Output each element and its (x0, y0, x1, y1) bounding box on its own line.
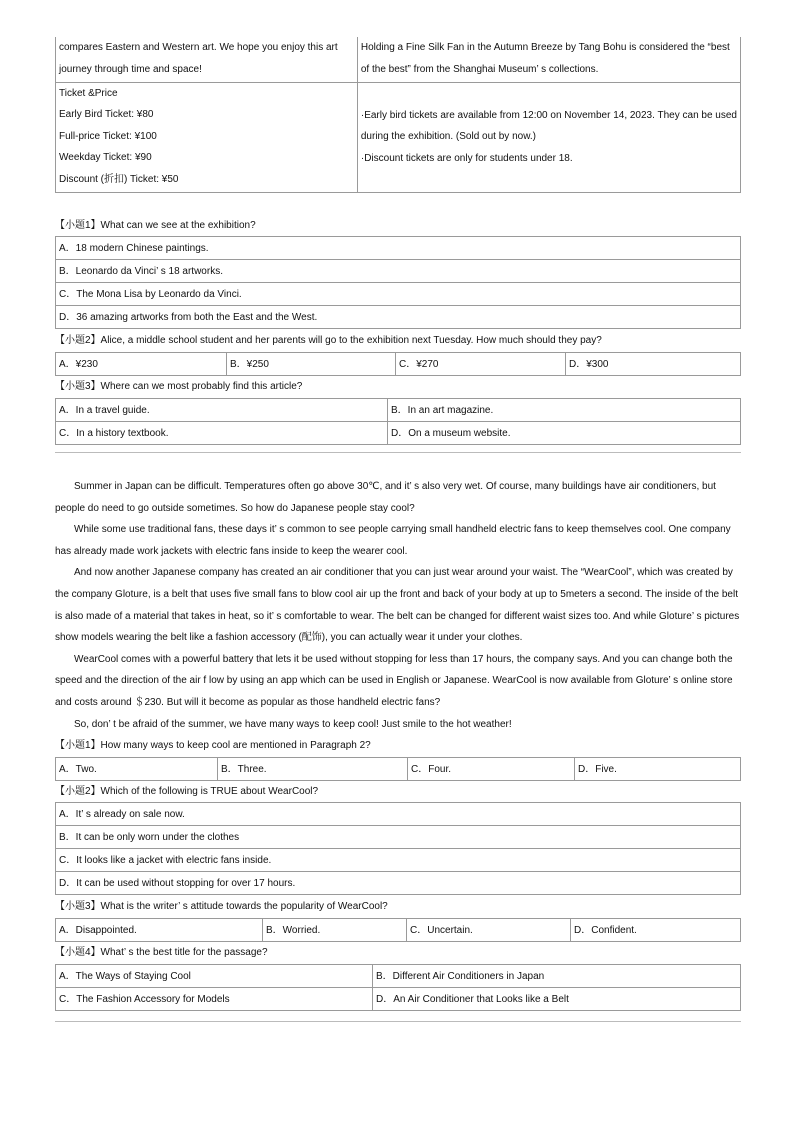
option-c[interactable]: C．Four. (408, 758, 575, 781)
option-c[interactable]: C．The Fashion Accessory for Models (56, 988, 373, 1011)
question-options (55, 757, 741, 781)
intro-right-line: Holding a Fine Silk Fan in the Autumn Breeze by Tang Bohu is considered the “best (360, 42, 730, 53)
option-d[interactable]: D．Five. (575, 758, 741, 781)
passage-paragraph: Summer in Japan can be difficult. Temperatures often go above 30℃, and it’ s also very wet. Of course, many buildings have air conditioners, but people do need to go outside sometimes. So how do Japanese people stay cool? (55, 481, 716, 514)
option-d[interactable]: D．It can be used without stopping for over 17 hours. (56, 872, 741, 895)
ticket-price-cell (56, 82, 358, 192)
intro-left-line: journey through time and space! (59, 63, 202, 75)
question-stem: 【小题4】What’ s the best title for the passage? (55, 947, 268, 958)
ticket-note-line: during the exhibition. (Sold out by now.) (360, 131, 536, 143)
passage-paragraph: WearCool comes with a powerful battery that lets it be used without stopping for less than 17 hours, the company says. And you can change both the speed and the direction of the air f low by using an app which can be used in English or Japanese. WearCool is now available from Gloture’ s online store and costs around ＄230. But will it become as popular as those handheld electric fans? (55, 653, 733, 708)
option-a[interactable]: A．Disappointed. (56, 919, 263, 942)
option-b[interactable]: B．Different Air Conditioners in Japan (373, 965, 741, 988)
option-d[interactable]: D．Confident. (571, 919, 741, 942)
question-options (55, 352, 741, 376)
question-stem: 【小题3】Where can we most probably find this article? (55, 381, 303, 392)
question-stem: 【小题1】How many ways to keep cool are mentioned in Paragraph 2? (55, 740, 371, 751)
question-stem: 【小题3】What is the writer’ s attitude towards the popularity of WearCool? (55, 901, 388, 912)
option-b[interactable]: B．It can be only worn under the clothes (56, 826, 741, 849)
question-stem: 【小题2】Alice, a middle school student and her parents will go to the exhibition next Tuesday. How much should they pay? (55, 335, 602, 346)
exhibition-info-table (55, 37, 741, 193)
section-divider (55, 1021, 741, 1022)
reading-passage (55, 476, 741, 735)
question-options (55, 236, 741, 329)
intro-left-cell (56, 37, 358, 82)
option-a[interactable]: A．The Ways of Staying Cool (56, 965, 373, 988)
option-b[interactable]: B．In an art magazine. (388, 399, 741, 422)
ticket-price-heading: Ticket &Price (59, 87, 118, 99)
option-d[interactable]: D．An Air Conditioner that Looks like a Belt (373, 988, 741, 1011)
passage-paragraph: While some use traditional fans, these days it’ s common to see people carrying small handheld electric fans to keep themselves cool. One company has already made work jackets with electric fans inside to keep the wearer cool. (55, 524, 731, 557)
intro-right-line: of the best” from the Shanghai Museum’ s collections. (360, 63, 599, 75)
option-b[interactable]: B．Three. (218, 758, 408, 781)
ticket-note-line: ·Early bird tickets are available from 12:00 on November 14, 2023. They can be used (360, 109, 737, 121)
question-stem: 【小题2】Which of the following is TRUE about WearCool? (55, 786, 319, 797)
option-d[interactable]: D．36 amazing artworks from both the East and the West. (56, 306, 741, 329)
passage-paragraph: So, don’ t be afraid of the summer, we have many ways to keep cool! Just smile to the hot weather! (74, 718, 512, 730)
option-c[interactable]: C．¥270 (396, 353, 566, 376)
option-c[interactable]: C．In a history textbook. (56, 422, 388, 445)
ticket-price-line: Full-price Ticket: ¥100 (59, 130, 157, 142)
option-d[interactable]: D．¥300 (566, 353, 741, 376)
ticket-price-line: Discount (折扣) Ticket: ¥50 (59, 173, 179, 185)
question-stem: 【小题1】What can we see at the exhibition? (55, 220, 256, 231)
question-options (55, 802, 741, 895)
intro-left-line: compares Eastern and Western art. We hope you enjoy this art (59, 42, 338, 53)
option-c[interactable]: C．The Mona Lisa by Leonardo da Vinci. (56, 283, 741, 306)
ticket-price-line: Weekday Ticket: ¥90 (59, 152, 152, 163)
option-a[interactable]: A．18 modern Chinese paintings. (56, 237, 741, 260)
option-c[interactable]: C．It looks like a jacket with electric fans inside. (56, 849, 741, 872)
passage-paragraph: And now another Japanese company has created an air conditioner that you can just wear around your waist. The “WearCool”, which was created by the company Gloture, is a belt that uses five small fans to blow cool air up the front and back of your body at up to 5meters a second. The inside of the belt is also made of a material that takes in heat, so it’ s comfortable to wear. The belt can be changed for different waist sizes too. And while Gloture’ s pictures show models wearing the belt like a fashion accessory (配饰), you can actually wear it under your clothes. (55, 567, 740, 644)
option-c[interactable]: C．Uncertain. (407, 919, 571, 942)
option-b[interactable]: B．Worried. (263, 919, 407, 942)
question-options (55, 964, 741, 1011)
ticket-note-line: ·Discount tickets are only for students under 18. (360, 152, 573, 164)
option-a[interactable]: A．It’ s already on sale now. (56, 803, 741, 826)
ticket-price-line: Early Bird Ticket: ¥80 (59, 109, 154, 120)
option-b[interactable]: B．Leonardo da Vinci’ s 18 artworks. (56, 260, 741, 283)
ticket-notes-cell (357, 82, 740, 192)
question-options (55, 398, 741, 445)
intro-right-cell (357, 37, 740, 82)
option-d[interactable]: D．On a museum website. (388, 422, 741, 445)
section-divider (55, 452, 741, 453)
option-b[interactable]: B．¥250 (227, 353, 396, 376)
question-options (55, 918, 741, 942)
option-a[interactable]: A．In a travel guide. (56, 399, 388, 422)
option-a[interactable]: A．¥230 (56, 353, 227, 376)
option-a[interactable]: A．Two. (56, 758, 218, 781)
